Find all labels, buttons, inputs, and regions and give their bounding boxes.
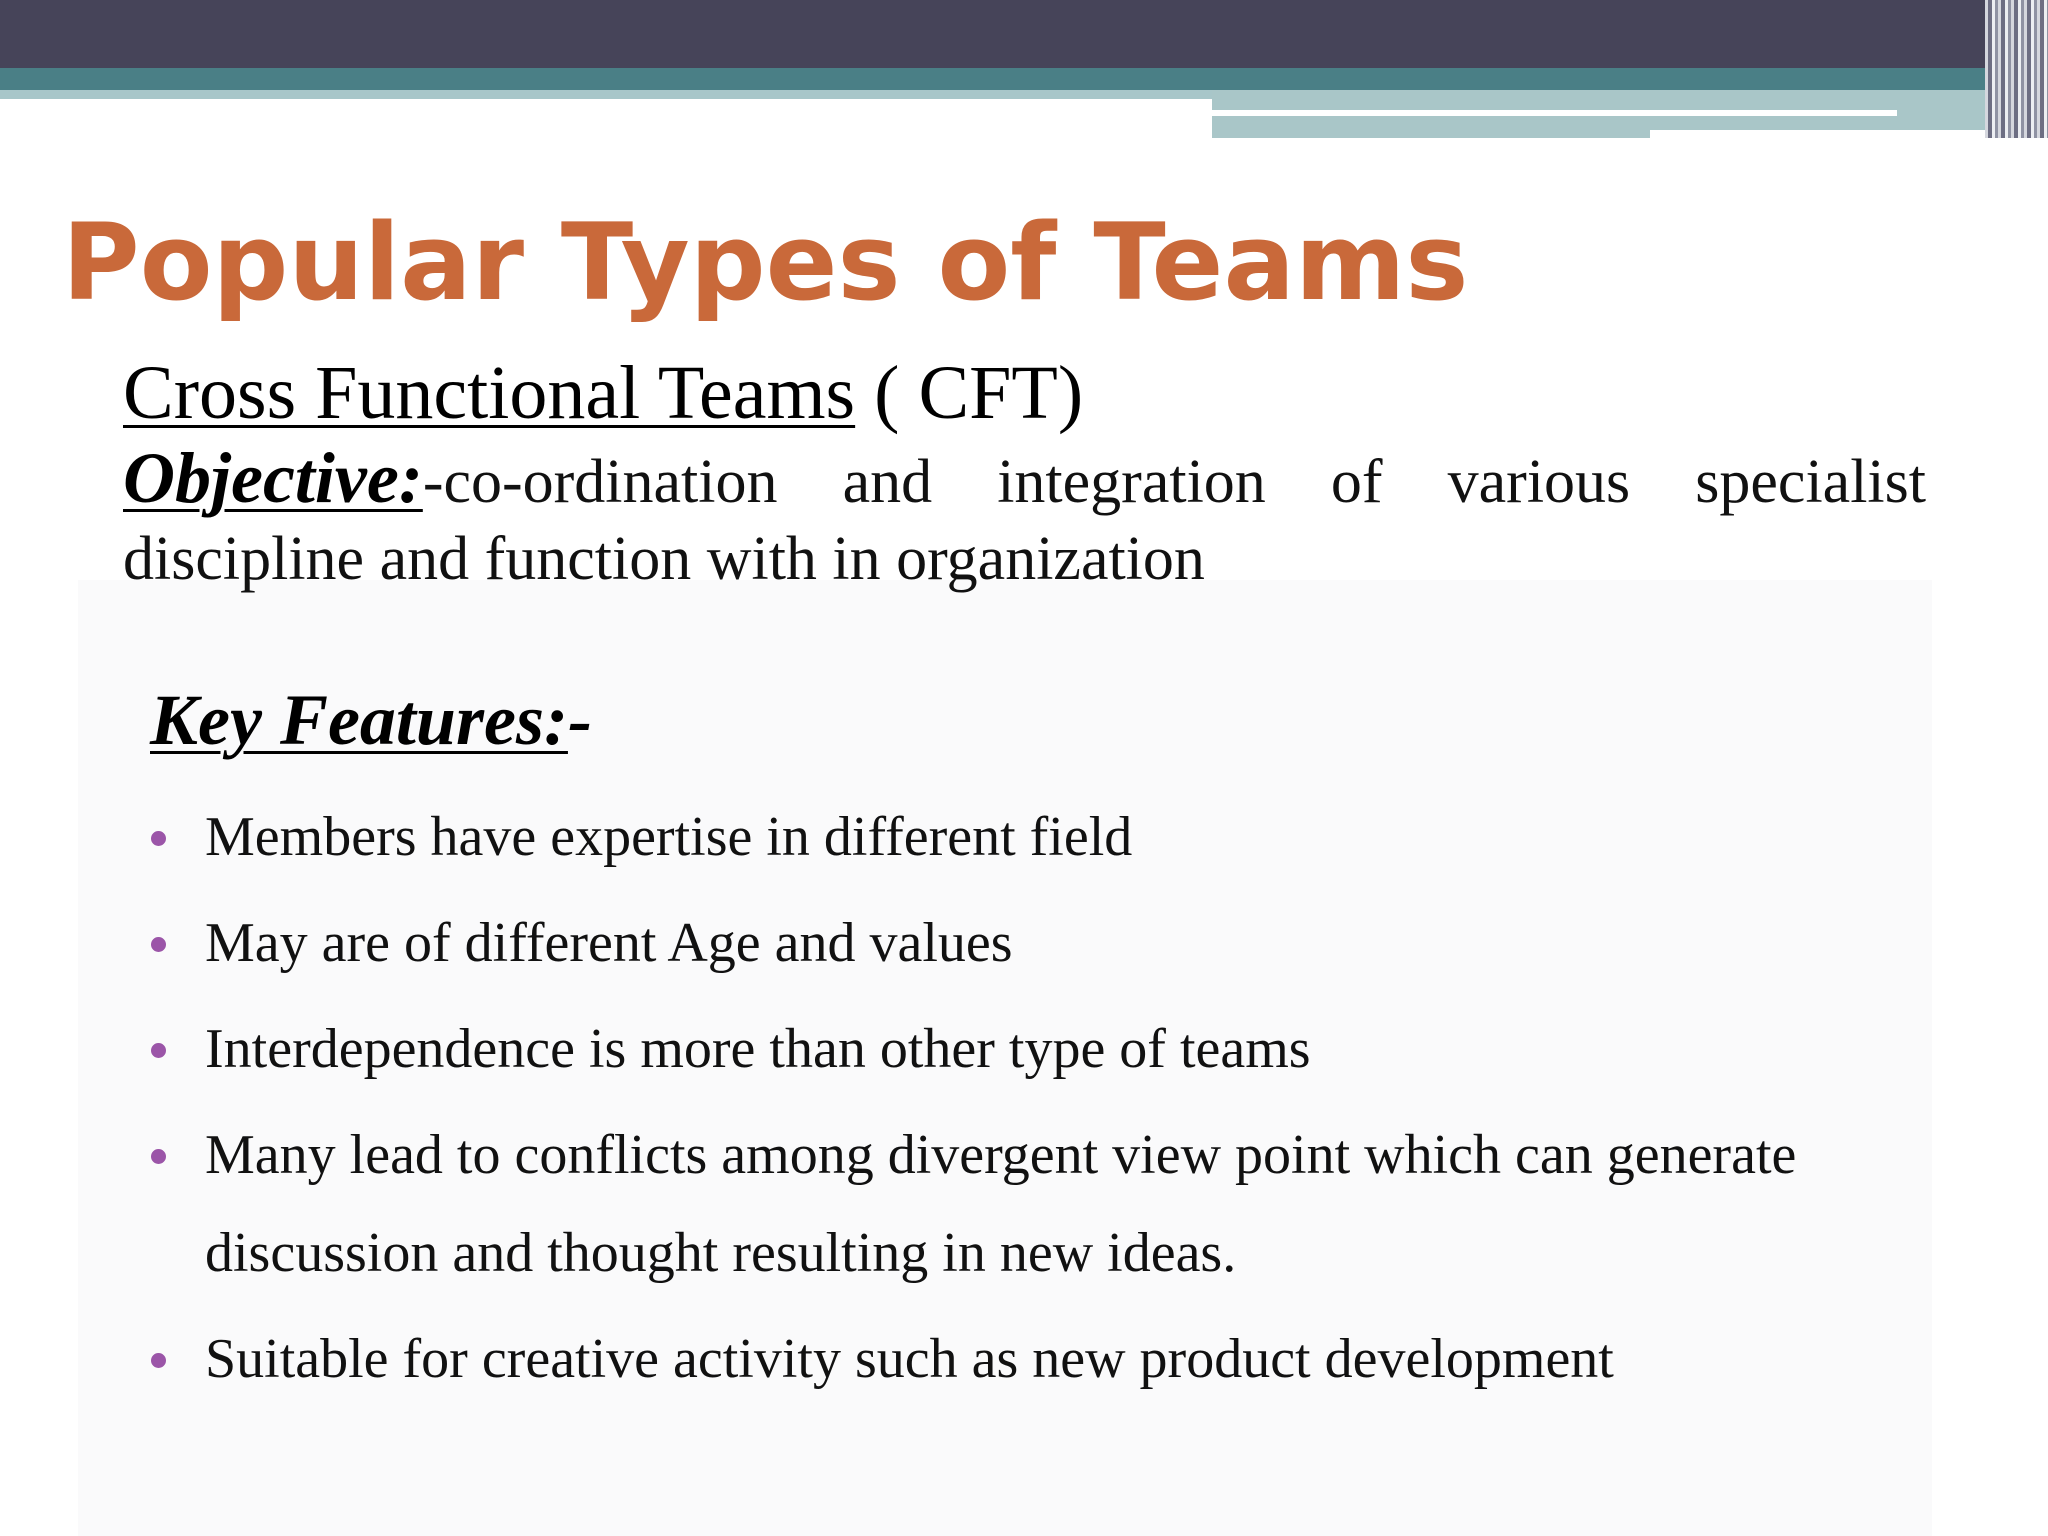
key-features-label: Key Features: — [150, 680, 568, 760]
list-item — [140, 894, 1880, 992]
feature-text: May are of different Age and values — [205, 912, 1013, 974]
section-heading-abbrev: ( CFT) — [855, 351, 1084, 435]
section-heading — [123, 348, 1083, 438]
key-features-suffix: - — [567, 680, 592, 760]
slide-title: Popular Types of Teams — [62, 201, 1469, 324]
list-item — [140, 1106, 1880, 1302]
objective-paragraph — [123, 440, 1926, 598]
list-item — [140, 788, 1880, 886]
list-item — [140, 1310, 1880, 1408]
bullet-icon — [151, 1353, 166, 1368]
feature-text: Interdependence is more than other type of teams — [205, 1018, 1311, 1080]
objective-label: Objective: — [123, 438, 423, 518]
header-band-dark — [0, 0, 2048, 68]
bullet-icon — [151, 1149, 166, 1164]
objective-text: -co-ordination and integration of various specialist discipline and function with in organization — [123, 448, 1926, 593]
key-features-heading — [150, 675, 592, 765]
feature-text: Many lead to conflicts among divergent view point which can generate discussion and thought resulting in new ideas. — [205, 1124, 1797, 1284]
header-band-light — [0, 90, 1212, 99]
features-list — [140, 788, 1880, 1416]
bullet-icon — [151, 831, 166, 846]
header-accent-line — [1212, 110, 1897, 116]
feature-text: Suitable for creative activity such as new product development — [205, 1328, 1614, 1390]
section-heading-underlined: Cross Functional Teams — [123, 351, 856, 435]
header-stripes — [1985, 0, 2048, 138]
feature-text: Members have expertise in different field — [205, 806, 1133, 868]
bullet-icon — [151, 937, 166, 952]
list-item — [140, 1000, 1880, 1098]
header-band-teal — [0, 68, 2048, 90]
bullet-icon — [151, 1043, 166, 1058]
